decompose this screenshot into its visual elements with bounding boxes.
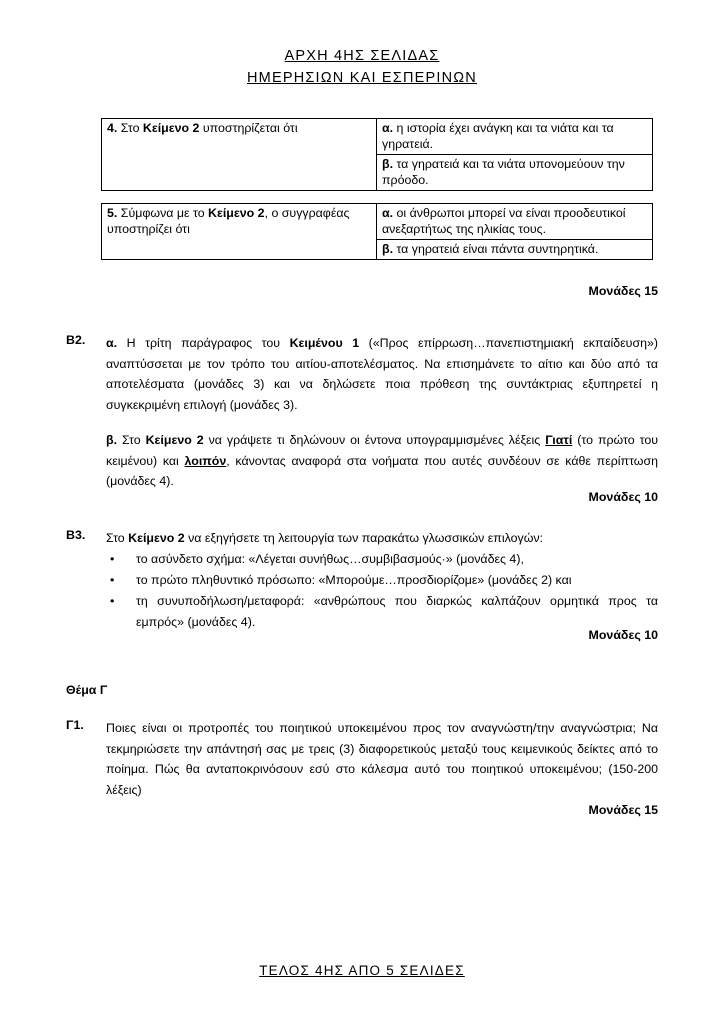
theme-c-heading: Θέμα Γ xyxy=(66,683,108,697)
units-b3: Μονάδες 10 xyxy=(588,628,658,642)
question-5-stem: 5. Σύμφωνα με το Κείμενο 2, ο συγγραφέας υποστηρίζει ότι xyxy=(102,204,377,260)
header-line-2: ΗΜΕΡΗΣΙΩΝ ΚΑΙ ΕΣΠΕΡΙΝΩΝ xyxy=(247,70,477,86)
units-a1: Μονάδες 15 xyxy=(588,284,658,298)
b2-label: Β2. xyxy=(66,333,86,347)
g1-text: Ποιες είναι οι προτροπές του ποιητικού υποκειμένου προς τον αναγνώστη/την αναγνώστρια; Να τεκμηριώσετε την απάντησή σας με τρεις (3) διαφορετικούς μεταξύ τους κειμενικούς δείκτες από το ποίημα. Πώς θα ανταποκρινόσουν εσύ στο κάλεσμα αυτό του ποιητικού υποκειμένου; (150-200 λέξεις) xyxy=(106,721,658,797)
question-4-table xyxy=(101,118,653,191)
units-g1: Μονάδες 15 xyxy=(588,803,658,817)
page-header xyxy=(0,45,724,89)
question-4-option-b: β. τα γηρατειά και τα νιάτα υπονομεύουν την πρόοδο. xyxy=(377,155,653,191)
b2-part-a: α. Η τρίτη παράγραφος του Κειμένου 1 («Προς επίρρωση…πανεπιστημιακή εκπαίδευση») αναπτύσσεται με τον τρόπο του αιτίου-αποτελέσματος. Να επισημάνετε το αίτιο και δύο από τα αποτελέσματα (μονάδες 3) και να δηλώσετε ποια πρόθεση της συντάκτριας εξυπηρετεί η συγκεκριμένη επιλογή (μονάδες 3). xyxy=(106,336,659,412)
b3-label: Β3. xyxy=(66,528,86,542)
question-5-option-b: β. τα γηρατειά είναι πάντα συντηρητικά. xyxy=(377,240,653,260)
page-footer: ΤΕΛΟΣ 4ΗΣ ΑΠΟ 5 ΣΕΛΙΔΕΣ xyxy=(259,963,465,978)
g1-label: Γ1. xyxy=(66,718,84,732)
question-5-option-a: α. οι άνθρωποι μπορεί να είναι προοδευτικοί ανεξαρτήτως της ηλικίας τους. xyxy=(377,204,653,240)
b2-part-b: β. Στο Κείμενο 2 να γράψετε τι δηλώνουν οι έντονα υπογραμμισμένες λέξεις Γιατί (το πρώτο του κειμένου) και λοιπόν, κάνοντας αναφορά στα νοήματα που αυτές συνδέουν σε κάθε περίπτωση (μονάδες 4). xyxy=(106,433,659,488)
question-4-option-a: α. η ιστορία έχει ανάγκη και τα νιάτα και τα γηρατειά. xyxy=(377,119,653,155)
question-5-table xyxy=(101,203,653,260)
question-4-stem: 4. Στο Κείμενο 2 υποστηρίζεται ότι xyxy=(102,119,377,191)
header-line-1: ΑΡΧΗ 4ΗΣ ΣΕΛΙΔΑΣ xyxy=(284,48,440,64)
b3-intro: Στο Κείμενο 2 να εξηγήσετε τη λειτουργία των παρακάτω γλωσσικών επιλογών: xyxy=(106,531,544,545)
units-b2: Μονάδες 10 xyxy=(588,490,658,504)
